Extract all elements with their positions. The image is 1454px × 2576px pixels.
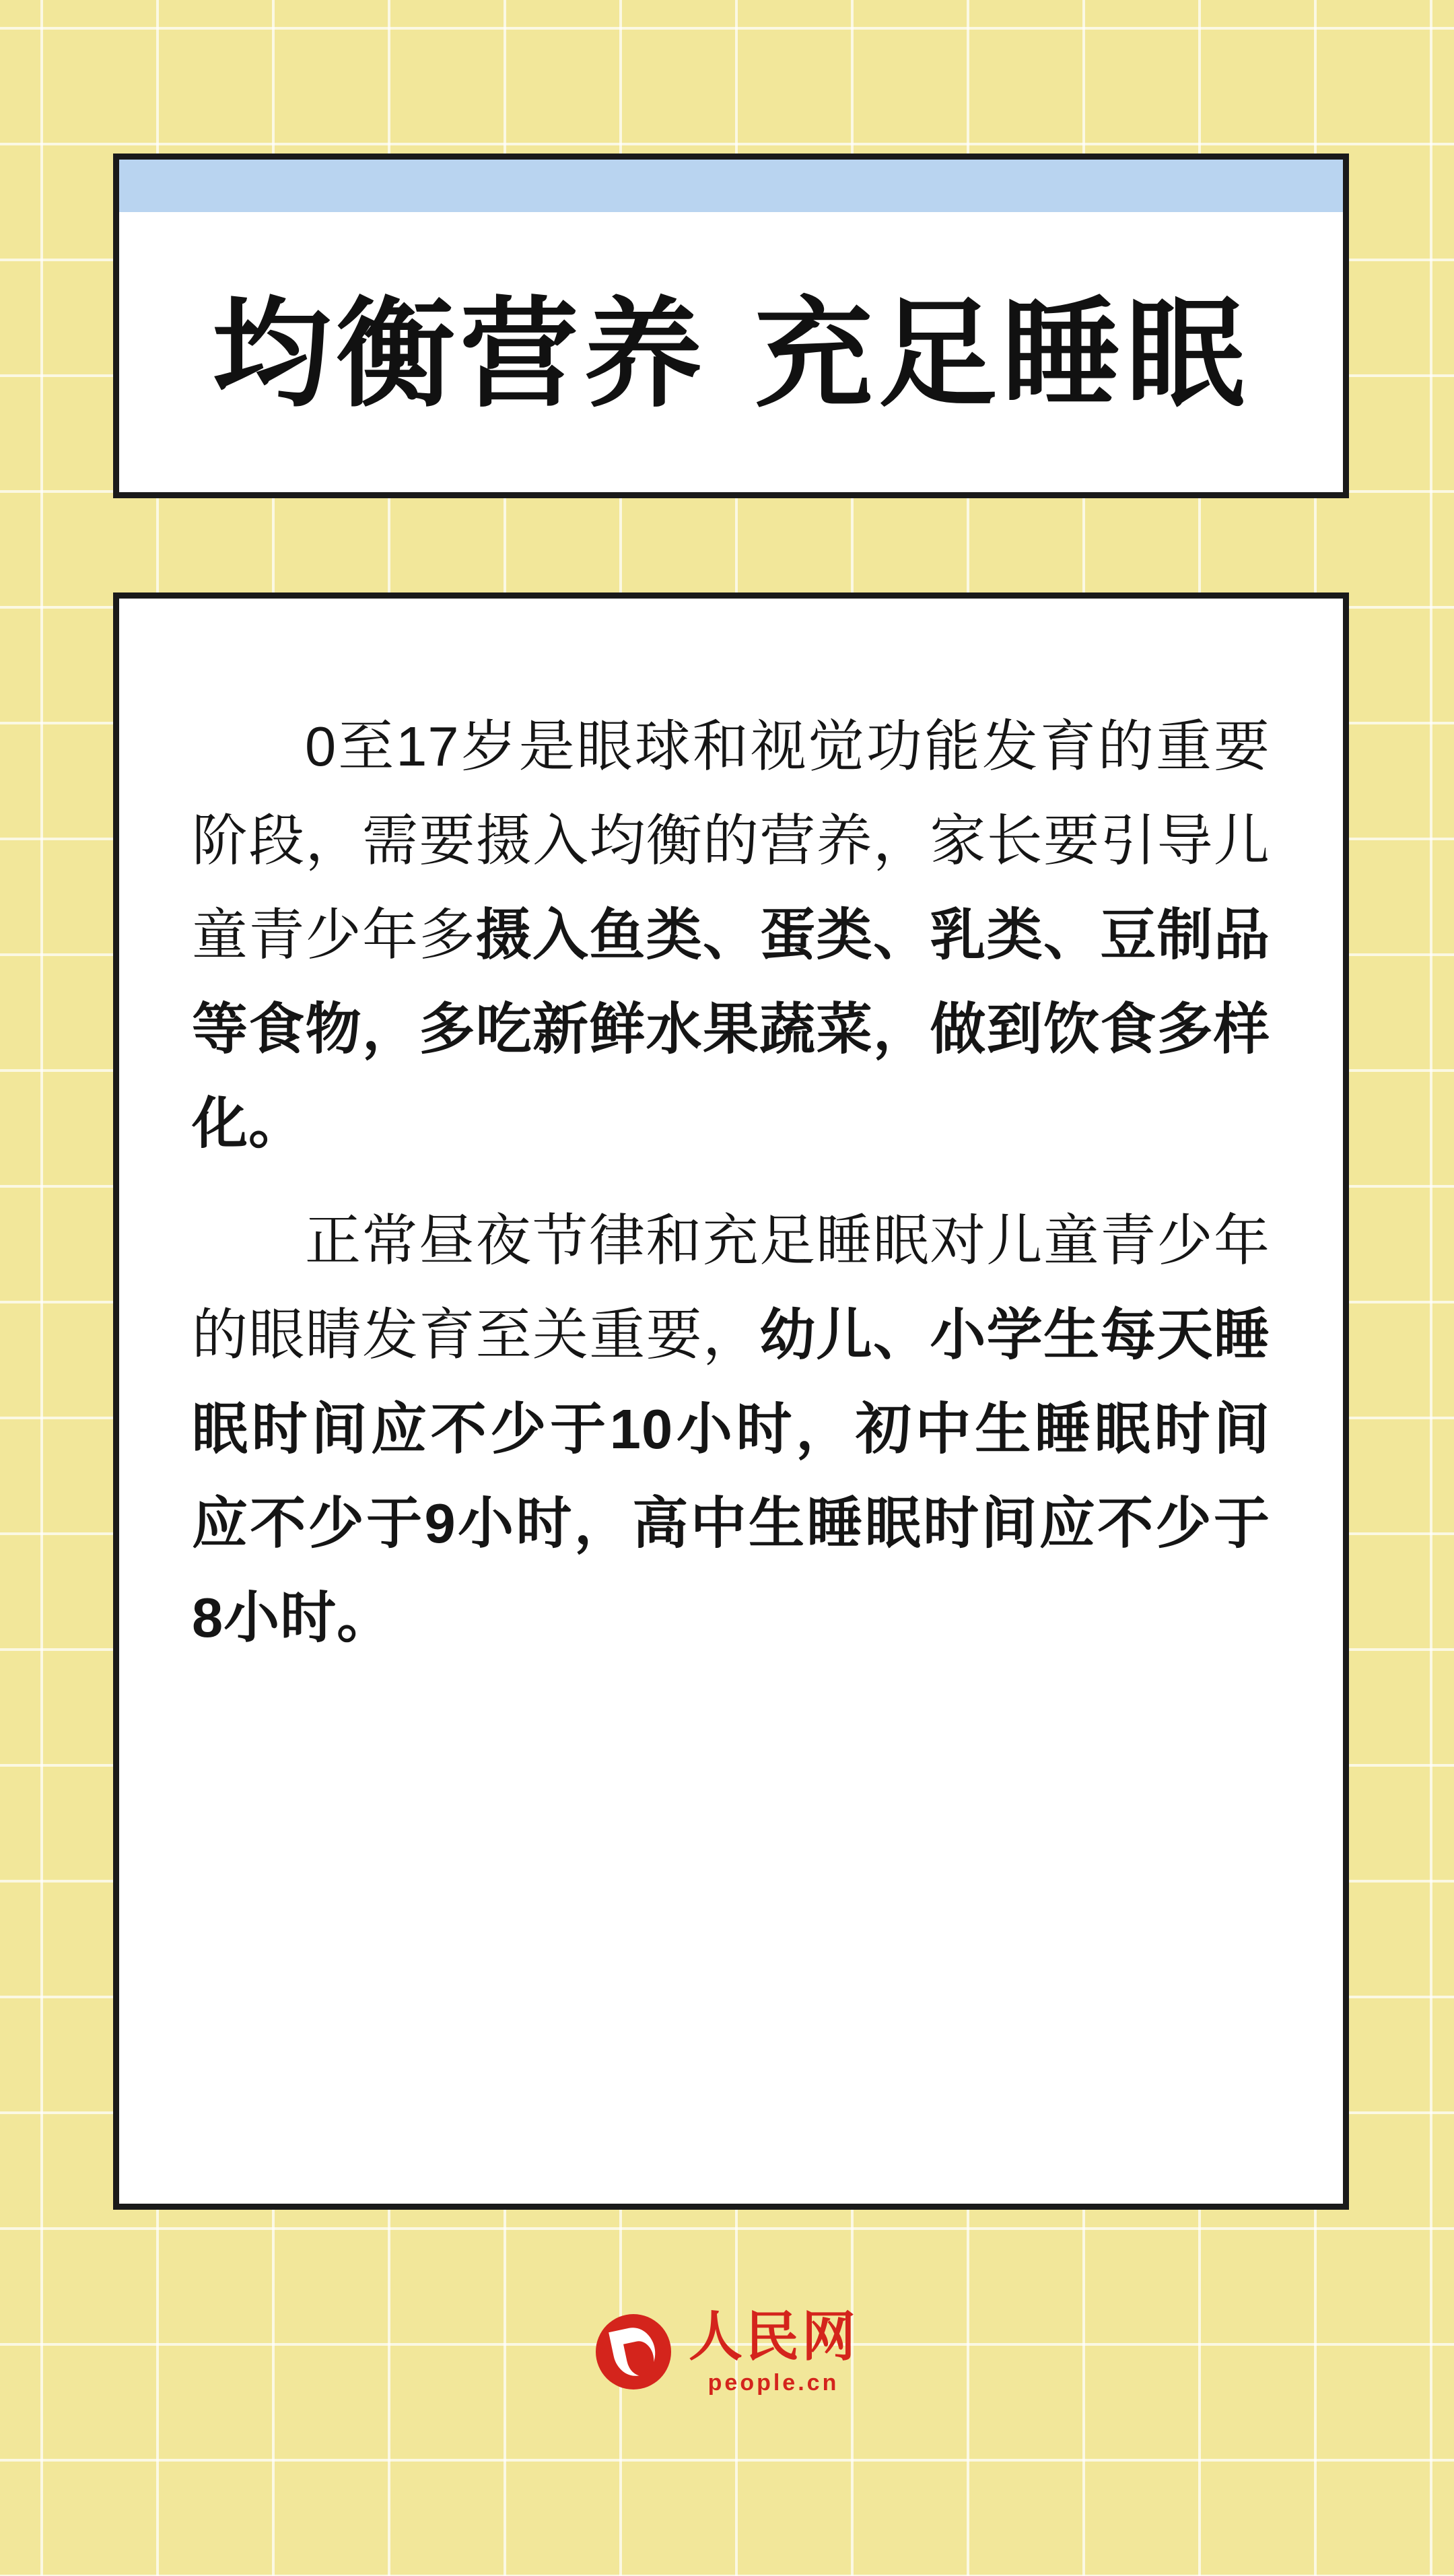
- title-accent-band: [119, 160, 1343, 212]
- paragraph-2-plain: 正常昼夜节律和充足睡眠对儿童青少年的眼睛发育至关重要，: [192, 1209, 1270, 1366]
- logo-english-text: people.cn: [707, 2370, 839, 2396]
- page-title: 均衡营养 充足睡眠: [212, 284, 1250, 423]
- paragraph-1: [192, 700, 1270, 1171]
- people-cn-logo-icon: [596, 2314, 671, 2389]
- paragraph-2: [192, 1194, 1270, 1665]
- logo-wordmark: [689, 2305, 858, 2396]
- logo-chinese-text: 人民网: [689, 2305, 858, 2368]
- paragraph-1-plain: 0至17岁是眼球和视觉功能发育的重要阶段，需要摄入均衡的营养，家长要引导儿童青少年多: [192, 715, 1270, 966]
- title-card: [113, 154, 1349, 498]
- paragraph-1-bold: 摄入鱼类、蛋类、乳类、豆制品等食物，多吃新鲜水果蔬菜，做到饮食多样化。: [192, 904, 1271, 1155]
- paragraph-2-bold: 幼儿、小学生每天睡眠时间应不少于10小时，初中生睡眠时间应不少于9小时，高中生睡眠时间应不少于8小时。: [192, 1303, 1271, 1649]
- footer-logo: [0, 2305, 1454, 2396]
- body-card: [113, 592, 1349, 2210]
